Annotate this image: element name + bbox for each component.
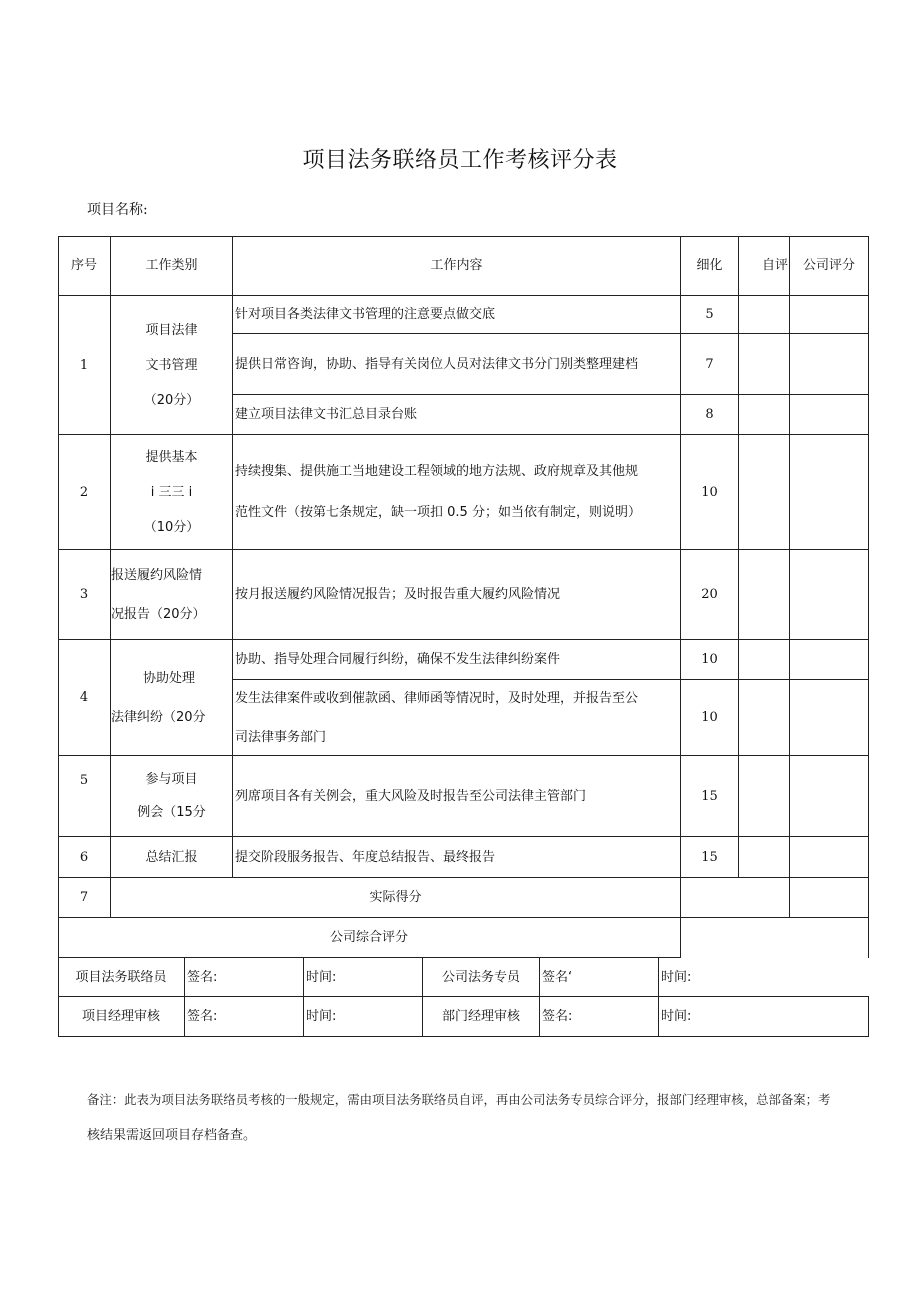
sig-company-legal-time[interactable]: 时间: [659,958,869,997]
row-2-item-1-line-2: 范性文件（按第七条规定，缺一项扣 0.5 分；如当依有制定，则说明） [235,505,641,520]
row-3-item-1-score: 20 [681,550,739,640]
row-1-category-line-3: （20分） [143,392,200,408]
row-3-item-1-self[interactable] [739,550,790,640]
row-1-item-1-self[interactable] [739,296,790,334]
project-name-label: 项目名称: [87,202,148,218]
row-4-item-1-company[interactable] [790,640,869,680]
row-3-category-line-2: 况报告（20分） [111,606,206,622]
row-2-item-1-content [233,435,681,550]
row-1-item-2-self[interactable] [739,334,790,395]
sig-dept-manager-sign[interactable]: 签名: [540,997,659,1037]
row-4-category-line-1: 协助处理 [143,670,196,686]
header-index: 序号 [58,236,111,296]
row-2-category-line-3: （10分） [143,519,200,535]
remarks-line-1: 备注：此表为项目法务联络员考核的一般规定，需由项目法务联络员自评，再由公司法务专员综合评分，报部门经理审核，总部备案；考 [87,1092,831,1107]
row-1-item-1-company[interactable] [790,296,869,334]
row-1-category-line-2: 文书管理 [145,357,198,373]
row-1-item-3-score: 8 [681,395,739,435]
row-6-item-1-score: 15 [681,837,739,878]
row-2-category-line-1: 提供基本 [145,449,198,465]
row-4-item-2-content [233,680,681,756]
header-detail: 细化 [681,236,739,296]
sig-role-liaison: 项目法务联络员 [58,958,185,997]
sig-dept-manager-time[interactable]: 时间: [659,997,869,1037]
row-1-item-3-company[interactable] [790,395,869,435]
company-overall-value[interactable] [681,918,869,958]
row-1-item-3-self[interactable] [739,395,790,435]
sig-liaison-time[interactable]: 时间: [304,958,423,997]
row-5-item-1-content: 列席项目各有关例会，重大风险及时报告至公司法律主管部门 [233,756,681,837]
actual-score-company[interactable] [790,878,869,918]
row-1-index: 1 [58,296,111,435]
row-2-category-line-2: i 三三 i [150,484,193,500]
row-3-item-1-content: 按月报送履约风险情况报告；及时报告重大履约风险情况 [233,550,681,640]
row-2-item-1-company[interactable] [790,435,869,550]
row-4-index: 4 [58,640,111,756]
sig-pm-time[interactable]: 时间: [304,997,423,1037]
sig-pm-sign[interactable]: 签名: [185,997,304,1037]
score-table [58,236,869,1037]
row-3-index: 3 [58,550,111,640]
row-5-item-1-score: 15 [681,756,739,837]
row-4-item-2-line-1: 发生法律案件或收到催款函、律师函等情况时，及时处理，并报告至公 [235,690,639,706]
row-1-item-2-content: 提供日常咨询，协助、指导有关岗位人员对法律文书分门别类整理建档 [233,334,681,395]
row-5-category-line-1: 参与项目 [145,772,198,787]
sig-role-company-legal: 公司法务专员 [423,958,540,997]
sig-role-dept-manager: 部门经理审核 [423,997,540,1037]
sig-role-pm: 项目经理审核 [58,997,185,1037]
row-1-category [111,296,233,435]
remarks [87,1082,869,1154]
row-2-index: 2 [58,435,111,550]
actual-score-detail[interactable] [681,878,790,918]
row-6-item-1-company[interactable] [790,837,869,878]
header-content: 工作内容 [233,236,681,296]
row-3-category [111,550,233,640]
row-1-item-3-content: 建立项目法律文书汇总目录台账 [233,395,681,435]
row-4-item-1-score: 10 [681,640,739,680]
row-1-item-2-company[interactable] [790,334,869,395]
row-7-index: 7 [58,878,111,918]
sig-liaison-sign[interactable]: 签名: [185,958,304,997]
row-4-item-2-company[interactable] [790,680,869,756]
row-2-item-1-self[interactable] [739,435,790,550]
row-4-category-line-2: 法律纠纷（20分 [111,709,206,725]
row-4-item-2-line-2: 司法律事务部门 [235,729,327,745]
row-4-item-1-content: 协助、指导处理合同履行纠纷，确保不发生法律纠纷案件 [233,640,681,680]
row-2-item-1-score: 10 [681,435,739,550]
row-2-item-1-line-1: 持续搜集、提供施工当地建设工程领域的地方法规、政府规章及其他规 [235,464,639,479]
page-title: 项目法务联络员工作考核评分表 [302,148,618,173]
row-5-index: 5 [58,756,111,837]
row-1-item-1-content: 针对项目各类法律文书管理的注意要点做交底 [233,296,681,334]
row-2-category [111,435,233,550]
row-5-category-line-2: 例会（15分 [137,805,206,820]
header-self-score: 自评 [739,236,790,296]
row-5-item-1-company[interactable] [790,756,869,837]
actual-score-label: 实际得分 [111,878,681,918]
row-1-item-2-score: 7 [681,334,739,395]
row-1-category-line-1: 项目法律 [145,322,198,338]
row-4-category [111,640,233,756]
sig-company-legal-sign[interactable]: 签名‘ [540,958,659,997]
row-5-item-1-self[interactable] [739,756,790,837]
row-6-item-1-content: 提交阶段服务报告、年度总结报告、最终报告 [233,837,681,878]
header-company-score: 公司评分 [790,236,869,296]
company-overall-label: 公司综合评分 [58,918,681,958]
row-6-item-1-self[interactable] [739,837,790,878]
row-1-item-1-score: 5 [681,296,739,334]
row-6-index: 6 [58,837,111,878]
row-5-category [111,756,233,837]
header-category: 工作类别 [111,236,233,296]
row-4-item-1-self[interactable] [739,640,790,680]
row-6-category: 总结汇报 [111,837,233,878]
row-4-item-2-score: 10 [681,680,739,756]
row-3-category-line-1: 报送履约风险情 [111,567,203,583]
row-4-item-2-self[interactable] [739,680,790,756]
row-3-item-1-company[interactable] [790,550,869,640]
remarks-line-2: 核结果需返回项目存档备查。 [87,1128,257,1143]
